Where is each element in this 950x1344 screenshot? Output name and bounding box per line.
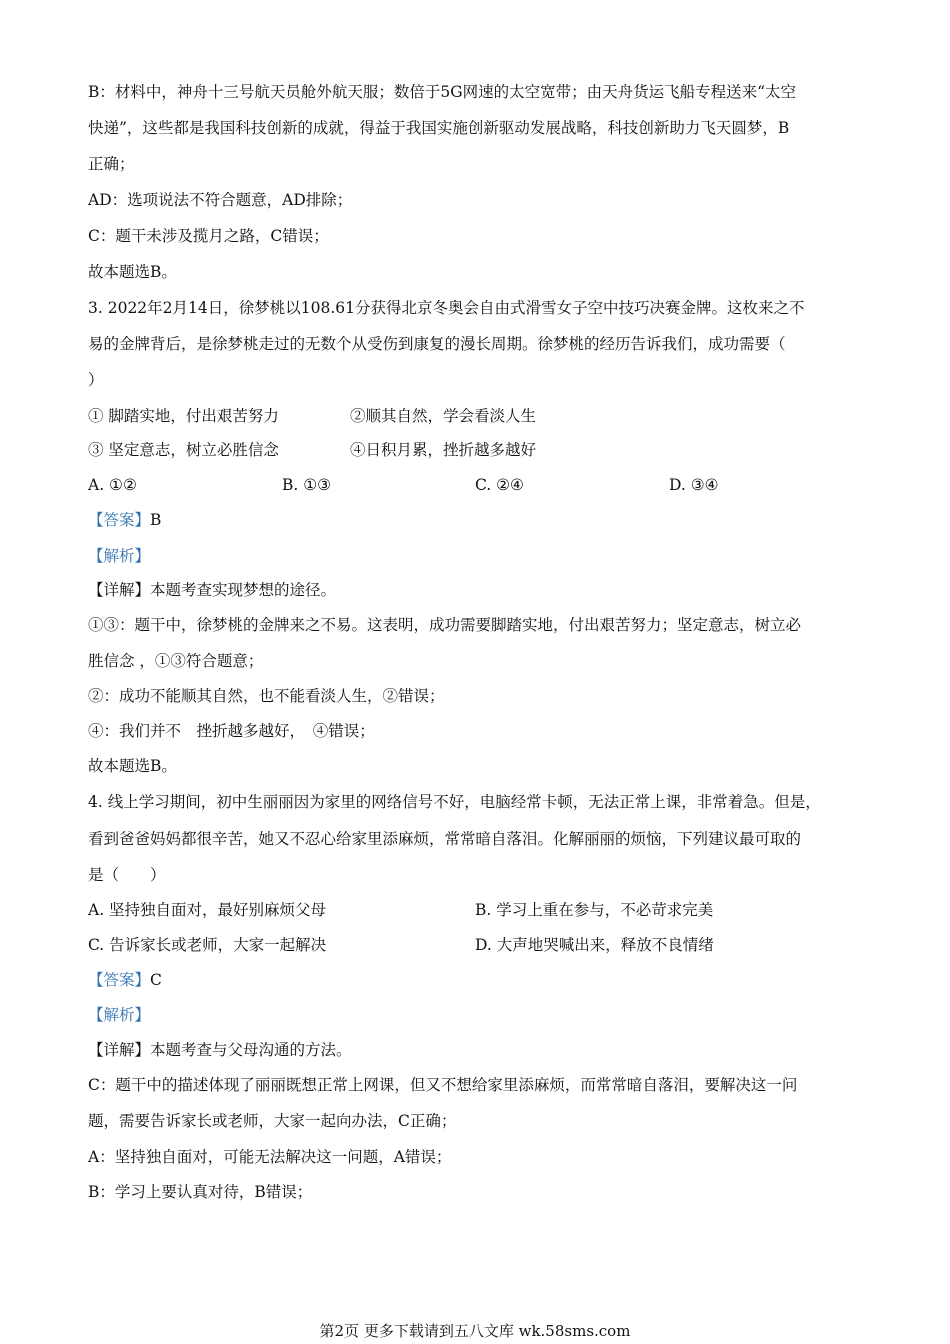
answer-value: B [150,511,162,529]
answer-label: 【答案】 [88,971,151,989]
text-line: 题，需要告诉家长或老师，大家一起向办法，C正确； [88,1112,457,1130]
question-3-stem: ） [88,371,104,389]
answer-value: C [150,971,162,989]
statement-4: ④日积月累，挫折越多越好 [350,441,537,459]
text-line: ④：我们并不 挫折越多越好， ④错误； [88,722,375,740]
option-b: B. 学习上重在参与，不必苛求完美 [475,901,714,919]
option-b: B. ①③ [282,476,332,494]
question-4-stem: 4. 线上学习期间，初中生丽丽因为家里的网络信号不好，电脑经常卡顿，无法正常上课，非常着急。但是， [88,793,821,811]
analysis-label: 【解析】 [88,1006,151,1024]
text-line: 【详解】本题考查与父母沟通的方法。 [88,1041,352,1059]
question-4-stem: 是（ ） [88,866,166,884]
text-line: ①③：题干中，徐梦桃的金牌来之不易。这表明，成功需要脚踏实地，付出艰苦努力；坚定意志，树立必 [88,616,802,634]
answer-line [88,970,162,990]
option-d: D. 大声地哭喊出来，释放不良情绪 [475,936,714,954]
text-line: 胜信念 ，①③符合题意； [88,652,264,670]
text-line: C：题干未涉及揽月之路，C错误； [88,227,329,245]
question-3-stem: 3. 2022年2月14日，徐梦桃以108.61分获得北京冬奥会自由式滑雪女子空中技巧决赛金牌。这枚来之不 [88,299,805,317]
text-line: A：坚持独自面对，可能无法解决这一问题，A错误； [88,1148,452,1166]
analysis-label: 【解析】 [88,547,151,565]
option-c: C. 告诉家长或老师，大家一起解决 [88,936,327,954]
text-line: 故本题选B。 [88,757,177,775]
option-a: A. ①② [88,476,137,494]
statement-1: ① 脚踏实地，付出艰苦努力 [88,407,279,425]
statement-3: ③ 坚定意志，树立必胜信念 [88,441,279,459]
statement-2: ②顺其自然，学会看淡人生 [350,407,537,425]
text-line: 正确； [88,155,135,173]
page-footer: 第2页 更多下载请到五八文库 wk.58sms.com [319,1322,631,1340]
option-c: C. ②④ [475,476,524,494]
text-line: 快递”，这些都是我国科技创新的成就，得益于我国实施创新驱动发展战略，科技创新助力飞天圆梦，B [88,119,790,137]
option-a: A. 坚持独自面对，最好别麻烦父母 [88,901,327,919]
option-d: D. ③④ [669,476,719,494]
question-4-stem: 看到爸爸妈妈都很辛苦，她又不忍心给家里添麻烦，常常暗自落泪。化解丽丽的烦恼，下列建议最可取的 [88,830,802,848]
text-line: B：学习上要认真对待，B错误； [88,1183,313,1201]
answer-label: 【答案】 [88,511,151,529]
text-line: B：材料中，神舟十三号航天员舱外航天服；数倍于5G网速的太空宽带；由天舟货运飞船专程送来“太空 [88,83,797,101]
answer-line [88,510,161,530]
text-line: 【详解】本题考查实现梦想的途径。 [88,581,337,599]
question-3-stem: 易的金牌背后，是徐梦桃走过的无数个从受伤到康复的漫长周期。徐梦桃的经历告诉我们，成功需要（ [88,335,786,353]
text-line: AD：选项说法不符合题意，AD排除； [88,191,353,209]
text-line: C：题干中的描述体现了丽丽既想正常上网课，但又不想给家里添麻烦，而常常暗自落泪，要解决这一问 [88,1076,798,1094]
text-line: ②：成功不能顺其自然，也不能看淡人生，②错误； [88,687,445,705]
text-line: 故本题选B。 [88,263,177,281]
